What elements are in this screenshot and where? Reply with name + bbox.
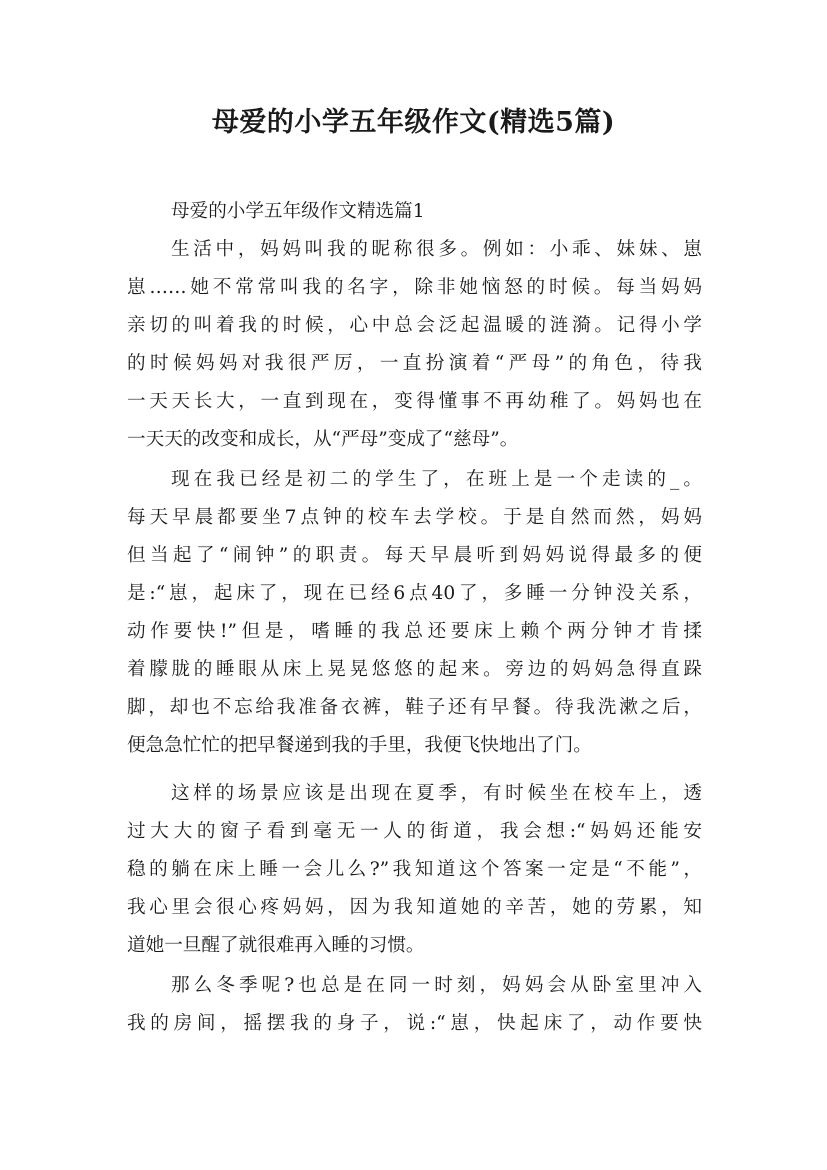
text-line: 每天早晨都要坐7点钟的校车去学校。于是自然而然，妈妈	[127, 507, 702, 528]
document-title: 母爱的小学五年级作文(精选5篇)	[211, 107, 616, 138]
text-line: 我的房间，摇摆我的身子，说:“崽，快起床了，动作要快	[127, 1013, 702, 1034]
section-heading: 母爱的小学五年级作文精选篇1	[171, 201, 425, 222]
text-line: 那么冬季呢?也总是在同一时刻，妈妈会从卧室里冲入	[171, 975, 702, 996]
text-line: 一天天长大，一直到现在，变得懂事不再幼稚了。妈妈也在	[127, 391, 702, 412]
text-line: 一天天的改变和成长，从“严母”变成了“慈母”。	[127, 429, 519, 450]
text-line: 道她一旦醒了就很难再入睡的习惯。	[127, 935, 425, 956]
text-line: 的时候妈妈对我很严厉，一直扮演着“严母”的角色，待我	[127, 353, 702, 374]
text-line: 着朦胧的睡眼从床上晃晃悠悠的起来。旁边的妈妈急得直跺	[127, 659, 702, 680]
text-line: 我心里会很心疼妈妈，因为我知道她的辛苦，她的劳累，知	[127, 897, 702, 918]
text-line: 亲切的叫着我的时候，心中总会泛起温暖的涟漪。记得小学	[127, 315, 702, 336]
text-line: 是:“崽，起床了，现在已经6点40了，多睡一分钟没关系，	[127, 583, 702, 604]
text-line: 但当起了“闹钟”的职责。每天早晨听到妈妈说得最多的便	[127, 545, 702, 566]
text-line: 稳的躺在床上睡一会儿么?”我知道这个答案一定是“不能”，	[127, 859, 702, 880]
text-line: 脚，却也不忘给我准备衣裤，鞋子还有早餐。待我洗漱之后，	[127, 697, 702, 718]
text-line: 过大大的窗子看到毫无一人的街道，我会想:“妈妈还能安	[127, 821, 702, 842]
text-line: 崽……她不常常叫我的名字，除非她恼怒的时候。每当妈妈	[127, 277, 702, 298]
text-line: 生活中，妈妈叫我的昵称很多。例如：小乖、妹妹、崽	[171, 239, 702, 260]
text-line: 现在我已经是初二的学生了，在班上是一个走读的_。	[171, 469, 702, 490]
text-line: 便急急忙忙的把早餐递到我的手里，我便飞快地出了门。	[127, 735, 592, 756]
text-line: 动作要快!”但是，嗜睡的我总还要床上赖个两分钟才肯揉	[127, 621, 702, 642]
text-line: 这样的场景应该是出现在夏季，有时候坐在校车上，透	[171, 783, 702, 804]
